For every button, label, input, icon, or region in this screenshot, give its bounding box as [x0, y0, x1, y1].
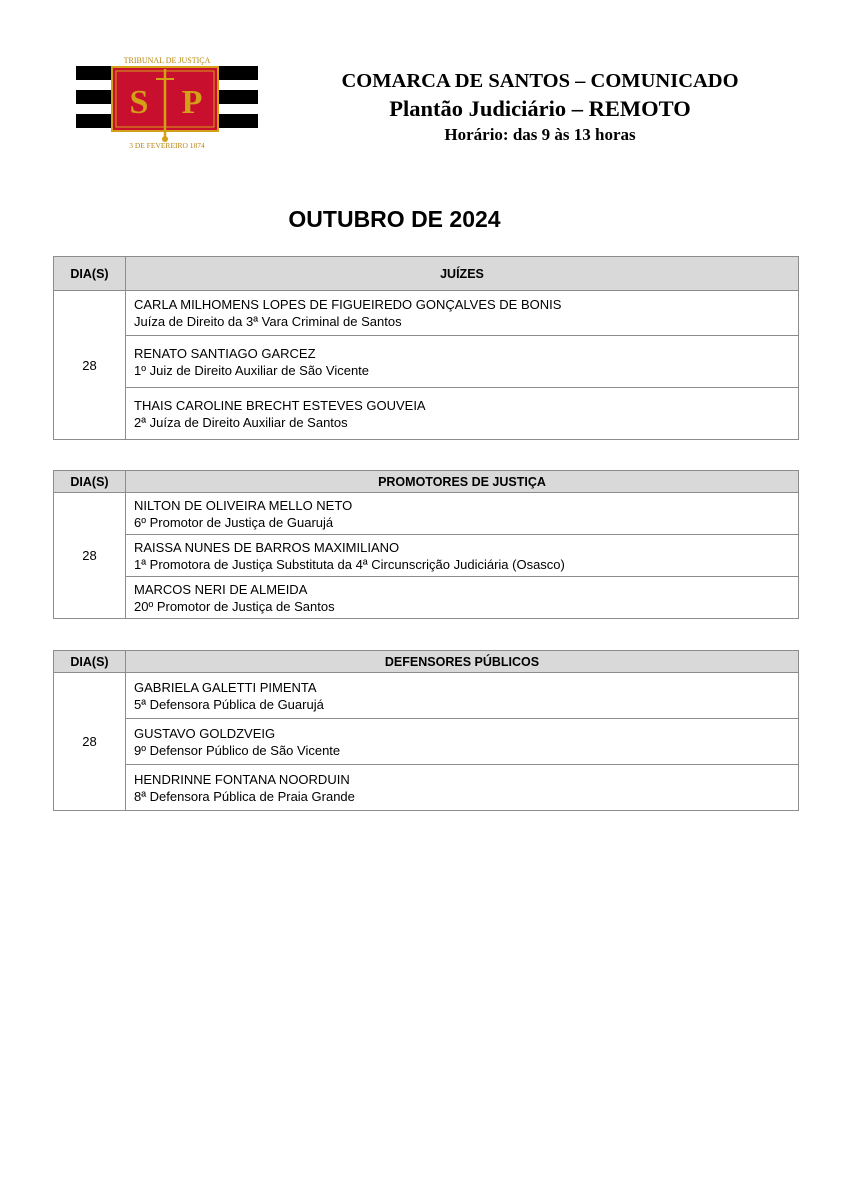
seal-letter-p: P — [181, 84, 203, 121]
col-header-day: DIA(S) — [54, 471, 126, 493]
person-name: GABRIELA GALETTI PIMENTA — [134, 679, 317, 695]
person-role: 1ª Promotora de Justiça Substituta da 4ª Circunscrição Judiciária (Osasco) — [134, 556, 565, 572]
person-cell — [126, 577, 799, 619]
table-header-row — [54, 471, 799, 493]
defenders-table — [53, 650, 799, 811]
table-row — [54, 577, 799, 619]
person-cell — [126, 765, 799, 811]
seal-text-top: TRIBUNAL DE JUSTIÇA — [123, 56, 211, 65]
prosecutors-table — [53, 470, 799, 619]
person-cell — [126, 493, 799, 535]
table-header-row — [54, 257, 799, 291]
person-name: CARLA MILHOMENS LOPES DE FIGUEIREDO GONÇALVES DE BONIS — [134, 297, 562, 312]
judges-table — [53, 256, 799, 440]
header-line-comarca: COMARCA DE SANTOS – COMUNICADO — [341, 70, 739, 92]
person-name: THAIS CAROLINE BRECHT ESTEVES GOUVEIA — [134, 397, 426, 413]
day-cell: 28 — [54, 291, 126, 440]
person-cell — [126, 388, 799, 440]
person-name: MARCOS NERI DE ALMEIDA — [134, 581, 308, 597]
person-role: 5ª Defensora Pública de Guarujá — [134, 696, 324, 712]
col-header-title: DEFENSORES PÚBLICOS — [126, 651, 799, 673]
table-row — [54, 493, 799, 535]
person-name: HENDRINNE FONTANA NOORDUIN — [134, 771, 350, 787]
col-header-title: JUÍZES — [126, 257, 799, 291]
header-line-horario: Horário: das 9 às 13 horas — [444, 125, 636, 144]
table-row — [54, 535, 799, 577]
table-row — [54, 336, 799, 388]
seal-text-bottom: 3 DE FEVEREIRO 1874 — [129, 141, 205, 150]
person-cell — [126, 336, 799, 388]
tjsp-seal-logo — [76, 53, 258, 151]
table-row — [54, 388, 799, 440]
day-cell: 28 — [54, 493, 126, 619]
person-role: 1º Juiz de Direito Auxiliar de São Vicente — [134, 362, 370, 378]
col-header-day: DIA(S) — [54, 651, 126, 673]
page-title: OUTUBRO DE 2024 — [288, 206, 501, 232]
person-name: NILTON DE OLIVEIRA MELLO NETO — [134, 497, 353, 513]
person-role: 8ª Defensora Pública de Praia Grande — [134, 788, 355, 804]
person-role: Juíza de Direito da 3ª Vara Criminal de Santos — [134, 314, 402, 329]
person-cell — [126, 535, 799, 577]
col-header-title: PROMOTORES DE JUSTIÇA — [126, 471, 799, 493]
table-row — [54, 291, 799, 336]
table-row — [54, 673, 799, 719]
table-header-row — [54, 651, 799, 673]
person-role: 9º Defensor Público de São Vicente — [134, 742, 341, 758]
person-name: GUSTAVO GOLDZVEIG — [134, 725, 276, 741]
person-role: 2ª Juíza de Direito Auxiliar de Santos — [134, 414, 348, 430]
person-name: RAISSA NUNES DE BARROS MAXIMILIANO — [134, 539, 400, 555]
person-role: 6º Promotor de Justiça de Guarujá — [134, 514, 334, 530]
person-name: RENATO SANTIAGO GARCEZ — [134, 345, 316, 361]
day-cell: 28 — [54, 673, 126, 811]
seal-letter-s: S — [129, 84, 149, 121]
col-header-day: DIA(S) — [54, 257, 126, 291]
table-row — [54, 765, 799, 811]
person-cell — [126, 291, 799, 336]
person-cell — [126, 673, 799, 719]
document-header — [0, 0, 849, 170]
header-line-plantao: Plantão Judiciário – REMOTO — [389, 96, 691, 121]
person-cell — [126, 719, 799, 765]
person-role: 20º Promotor de Justiça de Santos — [134, 598, 335, 614]
table-row — [54, 719, 799, 765]
